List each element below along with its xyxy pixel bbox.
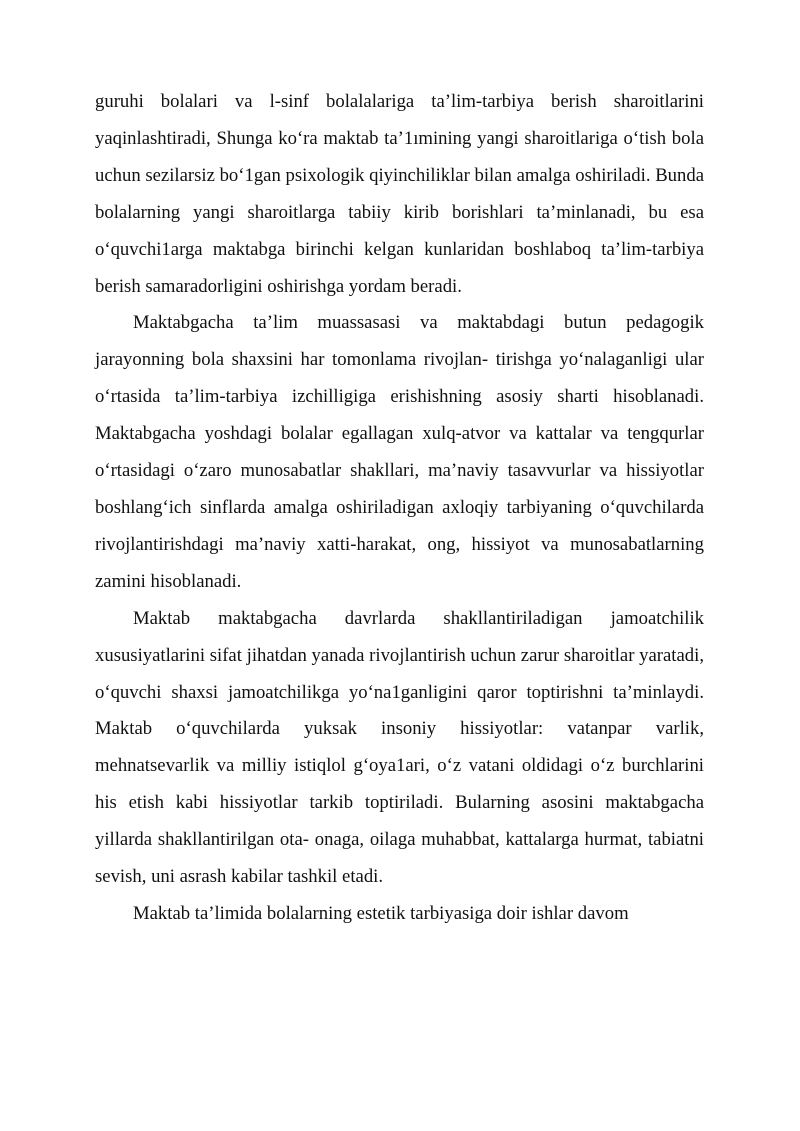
paragraph-4: Maktab ta’limida bolalarning estetik tarbiyasiga doir ishlar davom — [133, 902, 629, 924]
paragraph-2: Maktabgacha ta’lim muassasasi va maktabdagi butun pedagogik jarayonning bola shaxsini har tomonlama rivojlan- tirishga yo‘nalaganligi ular o‘rtasida ta’lim-tarbiya izchilligiga erishishning asosiy sharti hisoblanadi. Maktabgacha yoshdagi bolalar egallagan xulq-atvor va kattalar va tengqurlar o‘rtasidagi o‘zaro munosabatlar shakllari, ma’naviy tasavvurlar va hissiyotlar boshlang‘ich sinflarda amalga oshiriladigan axloqiy tarbiyaning o‘quvchilarda rivojlantirishdagi ma’naviy xatti-harakat, ong, hissiyot va munosabatlarning zamini hisoblanadi. — [95, 312, 704, 592]
document-page — [95, 84, 704, 933]
paragraph-3: Maktab maktabgacha davrlarda shakllantiriladigan jamoatchilik xususiyatlarini sifat jihatdan yanada rivojlantirish uchun zarur sharoitlar yaratadi, o‘quvchi shaxsi jamoatchilikga yo‘na1ganligini qaror toptirishni ta’minlaydi. Maktab o‘quvchilarda yuksak insoniy hissiyotlar: vatanpar varlik, mehnatsevarlik va milliy istiqlol g‘oya1ari, o‘z vatani oldidagi o‘z burchlarini his etish kabi hissiyotlar tarkib toptiriladi. Bularning asosini maktabgacha yillarda shakllantirilgan ota- onaga, oilaga muhabbat, kattalarga hurmat, tabiatni sevish, uni asrash kabilar tashkil etadi. — [95, 607, 704, 888]
paragraph-1: guruhi bolalari va l-sinf bolalalariga ta’lim-tarbiya berish sharoitlarini yaqinlashtiradi, Shunga ko‘ra maktab ta’1ımining yangi sharoitlariga o‘tish bola uchun sezilarsiz bo‘1gan psixologik qiyinchiliklar bilan amalga oshiriladi. Bunda bolalarning yangi sharoitlarga tabiiy kirib borishlari ta’minlanadi, bu esa o‘quvchi1arga maktabga birinchi kelgan kunlaridan boshlaboq ta’lim-tarbiya berish samaradorligini oshirishga yordam beradi. — [95, 91, 704, 297]
